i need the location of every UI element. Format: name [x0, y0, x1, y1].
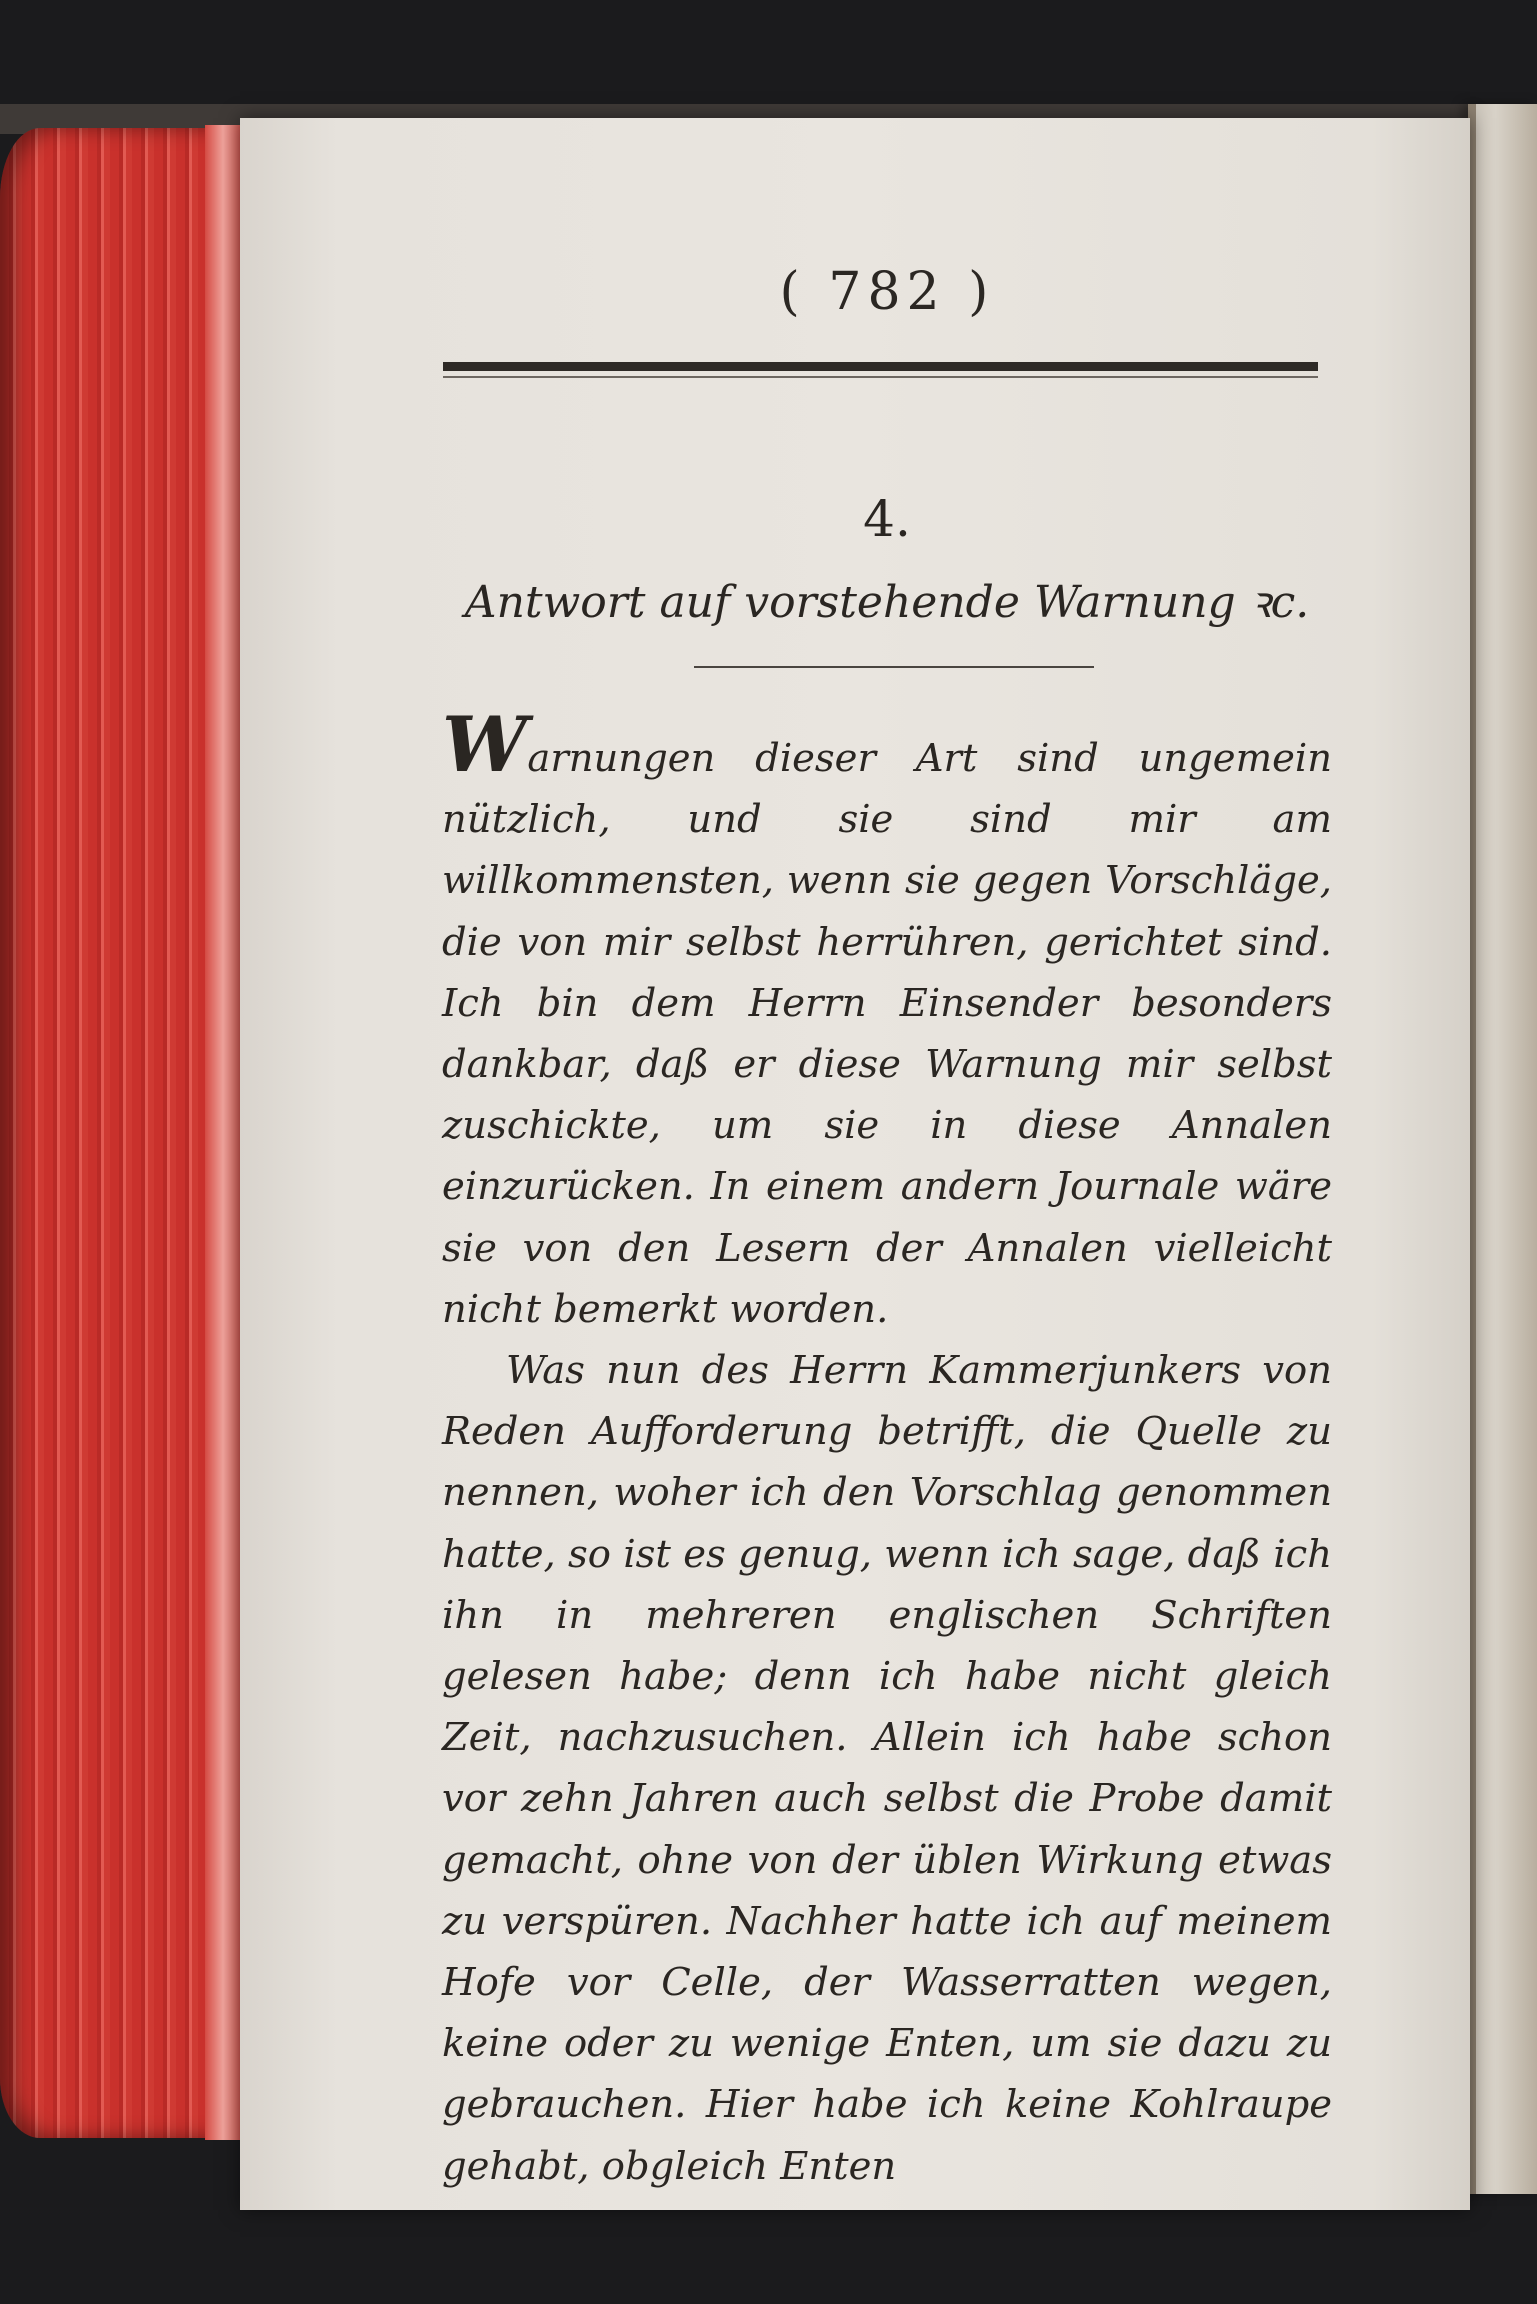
drop-cap: W — [442, 700, 528, 789]
paragraph-1 — [442, 700, 1332, 1340]
page-number: ( 782 ) — [779, 262, 995, 322]
body-text — [442, 700, 1332, 2197]
facing-page-edge — [1468, 104, 1537, 2194]
paragraph-2: Was nun des Herrn Kammerjunkers von Reden Aufforderung betrifft, die Quelle zu nennen, woher ich den Vorschlag genommen hatte, so ist es genug, wenn ich sage, daß ich ihn in mehreren englischen Schriften gelesen habe; denn ich habe nicht gleich Zeit, nachzusuchen. Allein ich habe schon vor zehn Jahren auch selbst die Probe damit gemacht, ohne von der üblen Wirkung etwas zu verspüren. Nachher hatte ich auf meinem Hofe vor Celle, der Wasserratten wegen, keine oder zu wenige Enten, um sie dazu zu gebrauchen. Hier habe ich keine Kohlraupe gehabt, obgleich Enten — [442, 1348, 1332, 2189]
header-rule-thin — [443, 376, 1318, 378]
section-number: 4. — [863, 490, 911, 548]
section-title: Antwort auf vorstehende Warnung ꝛc. — [464, 577, 1310, 628]
page-edges-highlight — [205, 125, 245, 2140]
paragraph-1-text: arnungen dieser Art sind ungemein nützlich, und sie sind mir am willkommensten, wenn sie gegen Vorschläge, die von mir selbst herrühren, gerichtet sind. Ich bin dem Herrn Einsender besonders dankbar, daß er diese Warnung mir selbst zuschickte, um sie in diese Annalen einzurücken. In einem andern Journale wäre sie von den Lesern der Annalen vielleicht nicht bemerkt worden. — [442, 736, 1332, 1332]
title-rule — [694, 666, 1094, 668]
header-rule — [443, 362, 1318, 371]
